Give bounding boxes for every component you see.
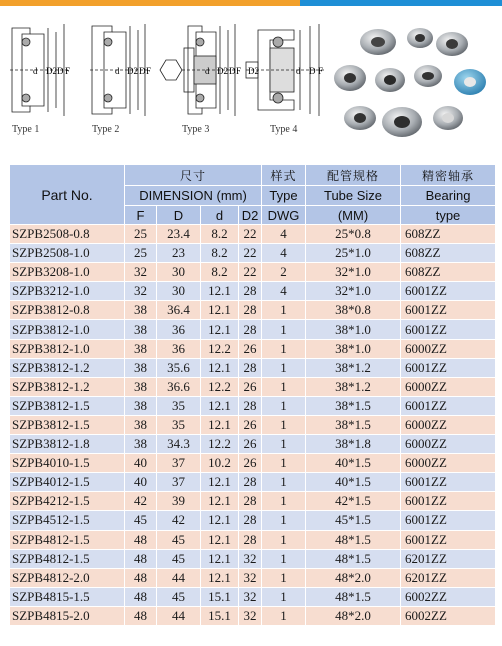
header-dwg: DWG (262, 206, 306, 225)
cell-d: 12.1 (201, 396, 239, 415)
cell-dwg: 1 (262, 435, 306, 454)
cell-dwg: 1 (262, 530, 306, 549)
cell-d: 37 (157, 473, 201, 492)
cell-d: 8.2 (201, 225, 239, 244)
header-tube-cn: 配管规格 (306, 165, 401, 186)
svg-text:d: d (33, 66, 38, 76)
cell-d2: 28 (239, 396, 262, 415)
cell-dwg: 1 (262, 339, 306, 358)
table-row (10, 473, 496, 492)
cell-d2: 32 (239, 549, 262, 568)
svg-text:D2: D2 (127, 66, 138, 76)
cell-dwg: 1 (262, 587, 306, 606)
type-4-label: Type 4 (270, 124, 298, 135)
header-bearing-cn: 精密轴承 (401, 165, 496, 186)
drawing-type-2 (88, 22, 150, 118)
table-row (10, 244, 496, 263)
cell-d2: 32 (239, 606, 262, 625)
table-row (10, 492, 496, 511)
cell-d2: 28 (239, 473, 262, 492)
svg-text:d: d (205, 66, 210, 76)
header-D: D (157, 206, 201, 225)
cell-d2: 26 (239, 339, 262, 358)
cell-f: 32 (125, 263, 157, 282)
header-F: F (125, 206, 157, 225)
table-row (10, 530, 496, 549)
cell-f: 48 (125, 587, 157, 606)
cell-f: 32 (125, 282, 157, 301)
cell-f: 38 (125, 415, 157, 434)
cell-d2: 28 (239, 320, 262, 339)
cell-d: 12.1 (201, 415, 239, 434)
header-bearing-type: type (401, 206, 496, 225)
type-2-label: Type 2 (92, 124, 120, 135)
cell-d: 15.1 (201, 587, 239, 606)
cell-part: SZPB3812-1.0 (10, 339, 125, 358)
cell-d: 15.1 (201, 606, 239, 625)
cell-d: 12.2 (201, 377, 239, 396)
cell-d: 8.2 (201, 263, 239, 282)
cell-d: 12.1 (201, 492, 239, 511)
cell-part: SZPB4815-1.5 (10, 587, 125, 606)
cell-d: 8.2 (201, 244, 239, 263)
cell-dwg: 1 (262, 358, 306, 377)
cell-f: 48 (125, 606, 157, 625)
cell-d2: 32 (239, 568, 262, 587)
cell-d: 36 (157, 320, 201, 339)
cell-tube: 38*1.2 (306, 358, 401, 377)
cell-dwg: 1 (262, 606, 306, 625)
cell-d2: 28 (239, 301, 262, 320)
cell-dwg: 1 (262, 511, 306, 530)
cell-d: 36.4 (157, 301, 201, 320)
cell-tube: 45*1.5 (306, 511, 401, 530)
top-accent-bar-blue (300, 0, 502, 6)
header-mm: (MM) (306, 206, 401, 225)
cell-tube: 32*1.0 (306, 263, 401, 282)
header-D2: D2 (239, 206, 262, 225)
cell-dwg: 1 (262, 549, 306, 568)
cell-dwg: 4 (262, 225, 306, 244)
cell-f: 38 (125, 396, 157, 415)
cell-dwg: 1 (262, 454, 306, 473)
spec-table-body (10, 225, 496, 626)
cell-bearing: 6001ZZ (401, 492, 496, 511)
cell-f: 38 (125, 358, 157, 377)
cell-bearing: 6000ZZ (401, 435, 496, 454)
cell-tube: 48*1.5 (306, 530, 401, 549)
header-style-cn: 样式 (262, 165, 306, 186)
drawing-type-3 (158, 22, 240, 118)
table-row (10, 301, 496, 320)
cell-part: SZPB3812-1.2 (10, 377, 125, 396)
table-row (10, 396, 496, 415)
cell-bearing: 6002ZZ (401, 587, 496, 606)
cell-d2: 22 (239, 244, 262, 263)
cell-f: 42 (125, 492, 157, 511)
drawing-type-4 (244, 22, 326, 118)
cell-d2: 26 (239, 377, 262, 396)
cell-d2: 26 (239, 415, 262, 434)
cell-d: 12.1 (201, 530, 239, 549)
header-d: d (201, 206, 239, 225)
cell-part: SZPB4812-2.0 (10, 568, 125, 587)
cell-tube: 38*1.0 (306, 320, 401, 339)
cell-d: 35 (157, 415, 201, 434)
cell-d: 36.6 (157, 377, 201, 396)
type-1-label: Type 1 (12, 124, 40, 135)
header-part-no: Part No. (10, 165, 125, 225)
header-tube-size: Tube Size (306, 186, 401, 206)
cell-tube: 42*1.5 (306, 492, 401, 511)
cell-bearing: 6001ZZ (401, 282, 496, 301)
cell-bearing: 6002ZZ (401, 606, 496, 625)
header-type: Type (262, 186, 306, 206)
cell-d: 12.1 (201, 511, 239, 530)
cell-part: SZPB4812-1.5 (10, 530, 125, 549)
cell-part: SZPB3812-0.8 (10, 301, 125, 320)
cell-tube: 48*2.0 (306, 606, 401, 625)
cell-d: 10.2 (201, 454, 239, 473)
cell-d: 12.1 (201, 320, 239, 339)
cell-bearing: 6001ZZ (401, 530, 496, 549)
header-dimension: DIMENSION (mm) (125, 186, 262, 206)
svg-text:F: F (65, 66, 71, 76)
technical-drawings (8, 22, 326, 140)
cell-dwg: 1 (262, 492, 306, 511)
cell-bearing: 608ZZ (401, 225, 496, 244)
cell-d: 42 (157, 511, 201, 530)
cell-dwg: 1 (262, 320, 306, 339)
cell-d: 44 (157, 568, 201, 587)
cell-f: 38 (125, 435, 157, 454)
cell-bearing: 6201ZZ (401, 549, 496, 568)
cell-part: SZPB3812-1.0 (10, 320, 125, 339)
cell-bearing: 6201ZZ (401, 568, 496, 587)
svg-text:D: D (139, 66, 146, 76)
cell-f: 38 (125, 301, 157, 320)
cell-part: SZPB3812-1.8 (10, 435, 125, 454)
cell-bearing: 6001ZZ (401, 358, 496, 377)
table-row (10, 568, 496, 587)
header-size-cn: 尺寸 (125, 165, 262, 186)
cell-tube: 40*1.5 (306, 473, 401, 492)
cell-d: 12.1 (201, 358, 239, 377)
cell-dwg: 4 (262, 282, 306, 301)
table-row (10, 415, 496, 434)
cell-bearing: 6000ZZ (401, 454, 496, 473)
cell-tube: 48*2.0 (306, 568, 401, 587)
cell-bearing: 6000ZZ (401, 339, 496, 358)
cell-part: SZPB4512-1.5 (10, 511, 125, 530)
table-row (10, 320, 496, 339)
cell-part: SZPB2508-1.0 (10, 244, 125, 263)
table-row (10, 377, 496, 396)
header-bearing: Bearing (401, 186, 496, 206)
table-row (10, 511, 496, 530)
cell-d2: 28 (239, 282, 262, 301)
cell-d: 39 (157, 492, 201, 511)
cell-dwg: 1 (262, 568, 306, 587)
cell-d: 35.6 (157, 358, 201, 377)
cell-tube: 38*1.0 (306, 339, 401, 358)
cell-f: 40 (125, 454, 157, 473)
cell-d: 44 (157, 606, 201, 625)
product-photo (330, 18, 494, 146)
cell-f: 38 (125, 320, 157, 339)
svg-text:D: D (57, 66, 64, 76)
cell-dwg: 1 (262, 301, 306, 320)
cell-tube: 40*1.5 (306, 454, 401, 473)
cell-d: 12.1 (201, 473, 239, 492)
cell-dwg: 4 (262, 244, 306, 263)
table-row (10, 549, 496, 568)
cell-f: 45 (125, 511, 157, 530)
cell-d: 12.2 (201, 339, 239, 358)
cell-part: SZPB2508-0.8 (10, 225, 125, 244)
table-row (10, 587, 496, 606)
cell-bearing: 6001ZZ (401, 320, 496, 339)
svg-text:D2: D2 (248, 66, 259, 76)
svg-text:d: d (115, 66, 120, 76)
cell-part: SZPB3208-1.0 (10, 263, 125, 282)
cell-d2: 22 (239, 263, 262, 282)
cell-d: 12.1 (201, 568, 239, 587)
cell-bearing: 6001ZZ (401, 396, 496, 415)
cell-d: 30 (157, 282, 201, 301)
cell-part: SZPB3812-1.2 (10, 358, 125, 377)
cell-d2: 26 (239, 435, 262, 454)
cell-d: 45 (157, 587, 201, 606)
cell-tube: 48*1.5 (306, 549, 401, 568)
cell-dwg: 2 (262, 263, 306, 282)
spec-table (9, 164, 496, 626)
cell-bearing: 6000ZZ (401, 415, 496, 434)
cell-d: 23.4 (157, 225, 201, 244)
cell-tube: 38*0.8 (306, 301, 401, 320)
cell-d2: 28 (239, 358, 262, 377)
table-row (10, 358, 496, 377)
cell-f: 25 (125, 244, 157, 263)
table-row (10, 454, 496, 473)
svg-text:D2: D2 (46, 66, 57, 76)
cell-d: 45 (157, 530, 201, 549)
svg-text:D: D (309, 66, 316, 76)
cell-part: SZPB4812-1.5 (10, 549, 125, 568)
cell-bearing: 6001ZZ (401, 473, 496, 492)
cell-tube: 25*1.0 (306, 244, 401, 263)
cell-d2: 28 (239, 511, 262, 530)
cell-d: 12.1 (201, 301, 239, 320)
svg-text:F: F (236, 66, 242, 76)
cell-d: 30 (157, 263, 201, 282)
cell-part: SZPB4212-1.5 (10, 492, 125, 511)
cell-tube: 32*1.0 (306, 282, 401, 301)
cell-d: 34.3 (157, 435, 201, 454)
cell-d: 12.1 (201, 549, 239, 568)
cell-part: SZPB3812-1.5 (10, 396, 125, 415)
cell-d: 36 (157, 339, 201, 358)
cell-bearing: 6000ZZ (401, 377, 496, 396)
cell-dwg: 1 (262, 377, 306, 396)
svg-text:D2: D2 (217, 66, 228, 76)
cell-bearing: 608ZZ (401, 244, 496, 263)
svg-text:F: F (318, 66, 324, 76)
cell-tube: 38*1.5 (306, 415, 401, 434)
cell-tube: 38*1.5 (306, 396, 401, 415)
svg-text:D: D (229, 66, 236, 76)
table-row (10, 225, 496, 244)
table-row (10, 263, 496, 282)
cell-tube: 25*0.8 (306, 225, 401, 244)
svg-text:F: F (146, 66, 152, 76)
cell-d2: 26 (239, 454, 262, 473)
cell-d2: 32 (239, 587, 262, 606)
cell-dwg: 1 (262, 415, 306, 434)
cell-d: 12.1 (201, 282, 239, 301)
cell-d: 37 (157, 454, 201, 473)
table-row (10, 282, 496, 301)
drawing-type-1 (8, 22, 70, 118)
cell-bearing: 6001ZZ (401, 511, 496, 530)
cell-bearing: 6001ZZ (401, 301, 496, 320)
cell-dwg: 1 (262, 396, 306, 415)
table-row (10, 606, 496, 625)
cell-tube: 38*1.8 (306, 435, 401, 454)
top-accent-bar-orange (0, 0, 300, 6)
cell-part: SZPB4815-2.0 (10, 606, 125, 625)
cell-part: SZPB3812-1.5 (10, 415, 125, 434)
table-row (10, 435, 496, 454)
cell-d2: 28 (239, 492, 262, 511)
cell-part: SZPB4010-1.5 (10, 454, 125, 473)
table-row (10, 339, 496, 358)
cell-d: 23 (157, 244, 201, 263)
cell-f: 40 (125, 473, 157, 492)
cell-f: 48 (125, 568, 157, 587)
cell-f: 38 (125, 339, 157, 358)
svg-text:d: d (296, 66, 301, 76)
cell-part: SZPB4012-1.5 (10, 473, 125, 492)
cell-dwg: 1 (262, 473, 306, 492)
cell-d: 35 (157, 396, 201, 415)
cell-tube: 38*1.2 (306, 377, 401, 396)
cell-part: SZPB3212-1.0 (10, 282, 125, 301)
cell-bearing: 608ZZ (401, 263, 496, 282)
cell-d2: 22 (239, 225, 262, 244)
cell-d: 12.2 (201, 435, 239, 454)
type-3-label: Type 3 (182, 124, 210, 135)
cell-d: 45 (157, 549, 201, 568)
cell-f: 48 (125, 549, 157, 568)
cell-f: 38 (125, 377, 157, 396)
cell-d2: 28 (239, 530, 262, 549)
cell-tube: 48*1.5 (306, 587, 401, 606)
cell-f: 25 (125, 225, 157, 244)
cell-f: 48 (125, 530, 157, 549)
